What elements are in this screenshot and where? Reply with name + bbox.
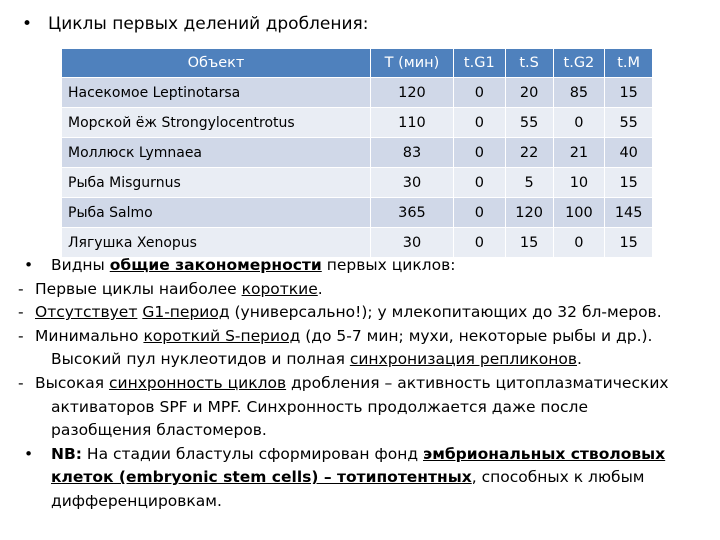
cell-value: 5 — [505, 168, 553, 198]
bullet: • — [24, 256, 34, 274]
cell-object: Рыба Salmo — [62, 198, 371, 228]
dash-marker: - — [18, 303, 24, 322]
note-underlined: синхронность циклов — [109, 373, 287, 392]
cell-object: Рыба Misgurnus — [62, 168, 371, 198]
header-tg2: t.G2 — [553, 49, 605, 78]
note-underlined: G1-период — [142, 303, 230, 322]
note-text: первых циклов: — [321, 256, 456, 274]
cell-value: 85 — [553, 78, 605, 108]
cell-value: 20 — [505, 78, 553, 108]
header-object: Объект — [62, 49, 371, 78]
note-line: активаторов SPF и MPF. Синхронность продолжается даже после — [51, 397, 588, 416]
note-line: дифференцировкам. — [51, 491, 222, 510]
cell-value: 0 — [553, 228, 605, 258]
note-underlined: клеток (embryonic stem cells) – тотипотентных — [51, 468, 472, 487]
note-text: Видны — [51, 256, 110, 274]
cell-value: 100 — [553, 198, 605, 228]
note-underlined: синхронизация репликонов — [349, 350, 577, 369]
note-line — [18, 278, 708, 302]
cell-value: 15 — [605, 228, 652, 258]
table-row — [62, 228, 652, 258]
cell-object: Лягушка Xenopus — [62, 228, 371, 258]
header-ts: t.S — [505, 49, 553, 78]
cell-value: 0 — [453, 138, 505, 168]
cell-object: Моллюск Lymnaea — [62, 138, 371, 168]
note-bold: NB: — [51, 444, 82, 463]
note-text: (до 5-7 мин; мухи, некоторые рыбы и др.). — [300, 326, 653, 345]
note-line — [18, 443, 708, 467]
table-header-row — [62, 49, 652, 78]
cell-value: 21 — [553, 138, 605, 168]
cell-value: 30 — [371, 228, 454, 258]
note-text: . — [317, 279, 323, 298]
cell-value: 40 — [605, 138, 652, 168]
note-text: . — [576, 350, 582, 369]
bullet: • — [24, 444, 34, 463]
cell-value: 55 — [505, 108, 553, 138]
cell-value: 0 — [453, 228, 505, 258]
note-underlined: общие закономерности — [109, 256, 322, 274]
note-underlined: Отсутствует — [35, 303, 138, 322]
cell-value: 365 — [371, 198, 454, 228]
cell-object: Морской ёж Strongylocentrotus — [62, 108, 371, 138]
cell-value: 0 — [453, 168, 505, 198]
cell-value: 15 — [505, 228, 553, 258]
note-line — [18, 325, 708, 349]
note-underlined: короткий S-период — [143, 326, 301, 345]
note-text: Первые циклы наиболее — [35, 279, 242, 298]
cell-value: 0 — [553, 108, 605, 138]
cell-value: 30 — [371, 168, 454, 198]
cell-object: Насекомое Leptinotarsa — [62, 78, 371, 108]
note-underlined: короткие — [241, 279, 318, 298]
notes-block — [18, 254, 708, 514]
cell-value: 0 — [453, 78, 505, 108]
note-line — [18, 348, 708, 372]
note-text: Высокий пул нуклеотидов и полная — [51, 350, 350, 369]
note-text: , способных к любым — [471, 468, 645, 487]
cell-value: 15 — [605, 168, 652, 198]
cell-value: 0 — [453, 198, 505, 228]
bullet: • — [22, 14, 33, 34]
note-underlined: эмбриональных стволовых — [423, 444, 666, 463]
note-line — [18, 372, 708, 396]
header-tg1: t.G1 — [453, 49, 505, 78]
dash-marker: - — [18, 373, 24, 392]
table-row — [62, 78, 652, 108]
cell-value: 22 — [505, 138, 553, 168]
note-text: Высокая — [35, 373, 109, 392]
cell-value: 15 — [605, 78, 652, 108]
note-line — [18, 254, 708, 278]
note-text: дробления – активность цитоплазматических — [286, 373, 669, 392]
cleavage-cycles-table — [62, 49, 652, 257]
cell-value: 0 — [453, 108, 505, 138]
note-text: (универсально!); у млекопитающих до 32 бл-меров. — [229, 303, 662, 322]
cell-value: 120 — [505, 198, 553, 228]
header-tm: t.M — [605, 49, 652, 78]
cell-value: 110 — [371, 108, 454, 138]
note-line — [18, 301, 708, 325]
note-line: разобщения бластомеров. — [51, 421, 267, 440]
table-row — [62, 108, 652, 138]
slide-heading — [22, 14, 369, 34]
note-text: Минимально — [35, 326, 144, 345]
table-row — [62, 198, 652, 228]
table-row — [62, 168, 652, 198]
table-row — [62, 138, 652, 168]
cell-value: 83 — [371, 138, 454, 168]
note-text: На стадии бластулы сформирован фонд — [82, 444, 423, 463]
note-line — [18, 466, 708, 490]
cell-value: 120 — [371, 78, 454, 108]
dash-marker: - — [18, 326, 24, 345]
heading-text: Циклы первых делений дробления: — [48, 14, 369, 34]
dash-marker: - — [18, 279, 24, 298]
cell-value: 10 — [553, 168, 605, 198]
header-t: Т (мин) — [371, 49, 454, 78]
cell-value: 55 — [605, 108, 652, 138]
cell-value: 145 — [605, 198, 652, 228]
